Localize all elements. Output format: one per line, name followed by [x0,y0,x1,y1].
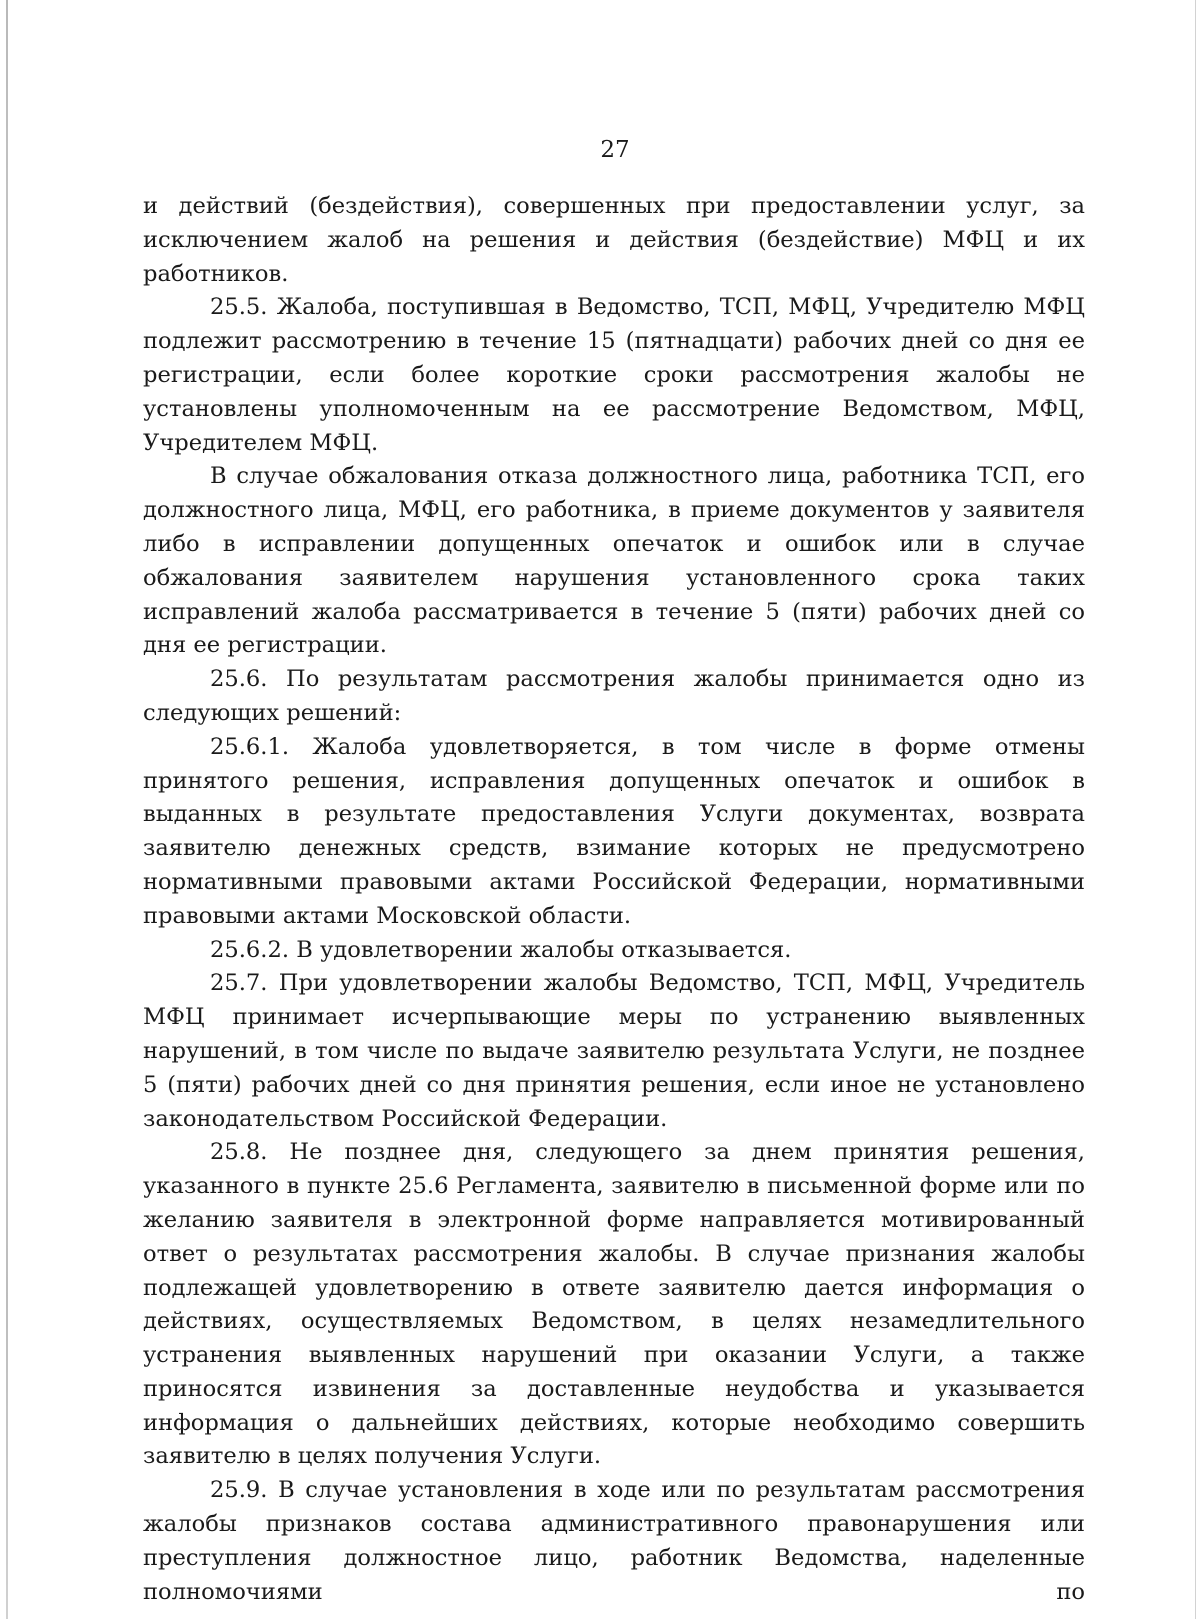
paragraph-appeal-refusal: В случае обжалования отказа должностного лица, работника ТСП, его должностного лица, МФЦ, его работника, в приеме документов у заявителя либо в исправлении допущенных опечаток и ошибок или в случае обжалования заявителем нарушения установленного срока таких исправлений жалоба рассматривается в течение 5 (пяти) рабочих дней со дня ее регистрации. [143,463,1085,659]
paragraph-25-6-1: 25.6.1. Жалоба удовлетворяется, в том числе в форме отмены принятого решения, исправления допущенных опечаток и ошибок в выданных в результате предоставления Услуги документах, возврата заявителю денежных средств, взимание которых не предусмотрено нормативными правовыми актами Российской Федерации, нормативными правовыми актами Московской области. [143,733,1085,929]
page-number: 27 [600,137,630,163]
paragraph-continuation: и действий (бездействия), совершенных при предоставлении услуг, за исключением жалоб на решения и действия (бездействие) МФЦ и их работников. [143,193,1085,287]
paragraph-25-5: 25.5. Жалоба, поступившая в Ведомство, ТСП, МФЦ, Учредителю МФЦ подлежит рассмотрению в течение 15 (пятнадцати) рабочих дней со дня ее регистрации, если более короткие сроки рассмотрения жалобы не установлены уполномоченным на ее рассмотрение Ведомством, МФЦ, Учредителем МФЦ. [143,294,1085,456]
paragraph-25-8: 25.8. Не позднее дня, следующего за днем принятия решения, указанного в пункте 25.6 Регламента, заявителю в письменной форме или по желанию заявителя в электронной форме направляется мотивированный ответ о результатах рассмотрения жалобы. В случае признания жалобы подлежащей удовлетворению в ответе заявителю дается информация о действиях, осуществляемых Ведомством, в целях незамедлительного устранения выявленных нарушений при оказании Услуги, а также приносятся извинения за доставленные неудобства и указывается информация о дальнейших действиях, которые необходимо совершить заявителю в целях получения Услуги. [143,1139,1085,1470]
paragraph-25-7: 25.7. При удовлетворении жалобы Ведомство, ТСП, МФЦ, Учредитель МФЦ принимает исчерпывающие меры по устранению выявленных нарушений, в том числе по выдаче заявителю результата Услуги, не позднее 5 (пяти) рабочих дней со дня принятия решения, если иное не установлено законодательством Российской Федерации. [143,970,1085,1132]
document-body [143,190,1085,1609]
paragraph-25-6: 25.6. По результатам рассмотрения жалобы принимается одно из следующих решений: [143,666,1085,726]
paragraph-25-9: 25.9. В случае установления в ходе или по результатам рассмотрения жалобы признаков состава административного правонарушения или преступления должностное лицо, работник Ведомства, наделенные полномочиями по [143,1477,1085,1605]
paragraph-25-6-2: 25.6.2. В удовлетворении жалобы отказывается. [210,936,792,963]
scan-edge-left [6,0,8,1619]
scan-edge-right [1195,0,1196,1619]
